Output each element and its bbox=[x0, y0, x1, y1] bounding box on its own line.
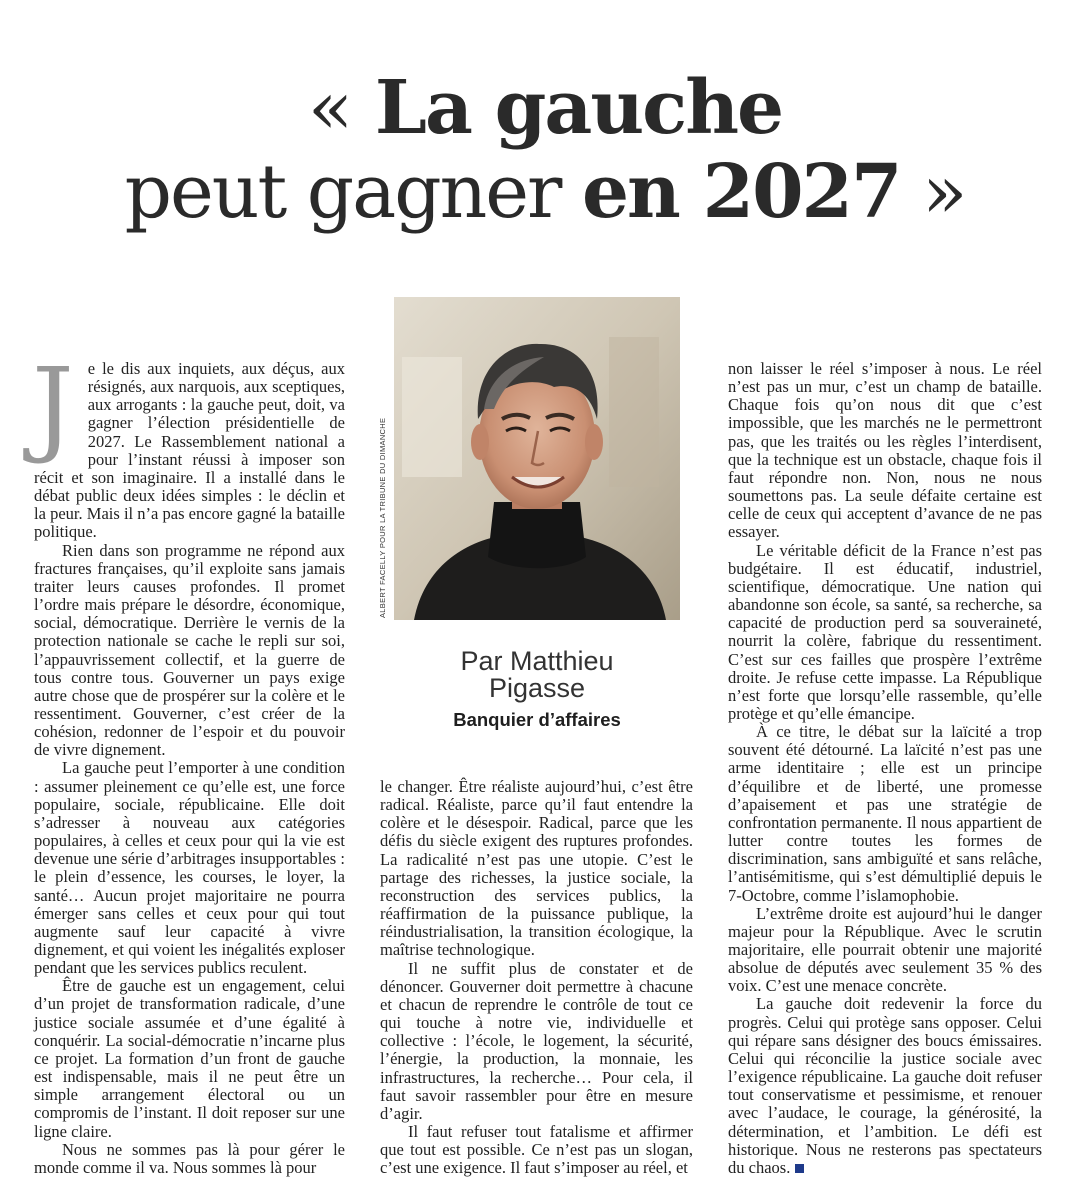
author-portrait-photo bbox=[394, 297, 680, 620]
article-column-2 bbox=[380, 778, 693, 1177]
headline-line-2-light: peut gagner bbox=[124, 149, 561, 235]
end-of-article-mark bbox=[795, 1164, 804, 1173]
last-paragraph-text: La gauche doit redevenir la force du progrès. Celui qui protège sans opposer. Celui qui répare sans désigner des boucs émissaires. Celui qui réconcilie la justice sociale avec l’exigence républicaine. La gauche doit refuser tout conservatisme et pessimisme, et renouer avec l’audace, le courage, la générosité, la détermination, et l’ambition. Le défi est historique. Nous ne resterons pas spectateurs du chaos. bbox=[728, 994, 1042, 1177]
paragraph: Rien dans son programme ne répond aux fractures françaises, qu’il exploite sans jamais traiter leurs causes profondes. Il promet l’ordre mais prépare le désordre, économique, social, démocratique. Derrière le vernis de la protection nationale se cache le repli sur soi, l’appauvrissement collectif, et la guerre de tous contre tous. Gouverner un pays exige autre chose que de prospérer sur la colère et le ressentiment. Gouverner, c’est créer de la cohésion, redonner de l’espoir et du pouvoir de vivre dignement. bbox=[34, 540, 345, 760]
paragraph: Il ne suffit plus de constater et de dénoncer. Gouverner doit permettre à chacune et chacun de reprendre le contrôle de tout ce qui touche à notre vie, individuelle et collective : l’école, le logement, la sécurité, l’énergie, la production, la monnaie, les infrastructures, la recherche… Pour cela, il faut savoir rassembler pour être en mesure d’agir. bbox=[380, 958, 693, 1123]
author-byline bbox=[394, 648, 680, 702]
article-column-3 bbox=[728, 360, 1042, 1177]
photo-credit: ALBERT FACELLY POUR LA TRIBUNE DU DIMANCHE bbox=[378, 417, 387, 618]
opening-quote: « bbox=[307, 65, 352, 151]
headline bbox=[0, 66, 1090, 234]
closing-quote: » bbox=[922, 149, 966, 235]
drop-cap: J bbox=[32, 345, 74, 467]
paragraph: Le véritable déficit de la France n’est pas budgétaire. Il est éducatif, industriel, scientifique, démocratique. Une nation qui abandonne son école, sa santé, sa recherche, sa capacité de production perd sa souveraineté, nourrit la colère, fabrique du ressentiment. C’est sur ces failles que prospère l’extrême droite. Je refuse cette impasse. La République n’est forte que lorsqu’elle rassemble, qu’elle protège et qu’elle émancipe. bbox=[728, 540, 1042, 723]
headline-line-2-bold: en 2027 bbox=[581, 149, 901, 235]
paragraph bbox=[728, 995, 1042, 1177]
headline-line-1-text: La gauche bbox=[374, 65, 783, 151]
portrait-illustration bbox=[394, 297, 680, 620]
paragraph: Nous ne sommes pas là pour gérer le monde comme il va. Nous sommes là pour bbox=[34, 1139, 345, 1177]
paragraph: le changer. Être réaliste aujourd’hui, c’est être radical. Réaliste, parce qu’il faut entendre la colère et le désespoir. Radical, parce que les défis du siècle exigent des ruptures profondes. La radicalité n’est pas une utopie. C’est le partage des richesses, la justice sociale, la reconstruction des services publics, la réaffirmation de la puissance publique, la réindustrialisation, la transition écologique, la maîtrise technologique. bbox=[380, 777, 693, 960]
headline-line-1 bbox=[0, 66, 1090, 150]
byline-line-2: Pigasse bbox=[488, 673, 586, 703]
author-role: Banquier d’affaires bbox=[453, 709, 621, 730]
paragraph: La gauche peut l’emporter à une condition : assumer pleinement ce qu’elle est, une force populaire, sociale, républicaine. Elle doit s’adresser à nouveau aux catégories populaires, à celles et ceux pour qui la vie est devenue une série d’arbitrages insupportables : le plein d’essence, les courses, le loyer, la santé… Aucun projet majoritaire ne pourra émerger sans celles et ceux pour qui tout augmente sauf leur capacité à vivre dignement, et qui voient les inégalités exploser pendant que les services publics reculent. bbox=[34, 758, 345, 978]
byline-line-1: Par Matthieu bbox=[460, 646, 614, 676]
paragraph: Être de gauche est un engagement, celui d’un projet de transformation radicale, d’une justice sociale assumée et d’une égalité à conquérir. La social-démocratie n’incarne plus ce projet. La formation d’un front de gauche est indispensable, mais il ne peut être un simple arrangement électoral ou un compromis de l’instant. Il doit reposer sur une ligne claire. bbox=[34, 976, 345, 1141]
headline-line-2 bbox=[0, 150, 1090, 234]
paragraph: L’extrême droite est aujourd’hui le danger majeur pour la République. Avec le scrutin majoritaire, elle pourrait obtenir une majorité absolue de députés avec seulement 35 % des voix. C’est une menace concrète. bbox=[728, 903, 1042, 996]
paragraph: e le dis aux inquiets, aux déçus, aux résignés, aux narquois, aux sceptiques, aux arrogants : la gauche peut, doit, va gagner l’élection présidentielle de 2027. Le Rassemblement national a pour l’instant réussi à imposer son récit et son imaginaire. Il a installé dans le débat public deux idées simples : le déclin et la peur. Mais il n’a pas encore gagné la bataille politique. bbox=[34, 359, 345, 542]
paragraph: À ce titre, le débat sur la laïcité a trop souvent été détourné. La laïcité n’est pas une arme identitaire ; elle est un principe d’équilibre et de liberté, une promesse d’apaisement et pas une stratégie de confrontation permanente. Il nous appartient de lutter contre toutes les formes de discrimination, sans ambiguïté et sans relâche, l’antisémitisme, qui s’est démultiplié depuis le 7-Octobre, comme l’islamophobie. bbox=[728, 722, 1042, 905]
paragraph: Il faut refuser tout fatalisme et affirmer que tout est possible. Ce n’est pas un slogan, c’est une exigence. Il faut s’imposer au réel, et bbox=[380, 1121, 693, 1178]
paragraph: non laisser le réel s’imposer à nous. Le réel n’est pas un mur, c’est un champ de bataille. Chaque fois qu’on nous dit que c’est impossible, que les marchés ne le permettront pas, que les traités ou les règles l’interdisent, que la technique est un obstacle, chaque fois il faut répondre non. Non, nous ne nous soumettons pas. La seule défaite certaine est celle de ceux qui acceptent d’avance de ne pas essayer. bbox=[728, 359, 1042, 542]
article-column-1 bbox=[32, 345, 345, 1177]
